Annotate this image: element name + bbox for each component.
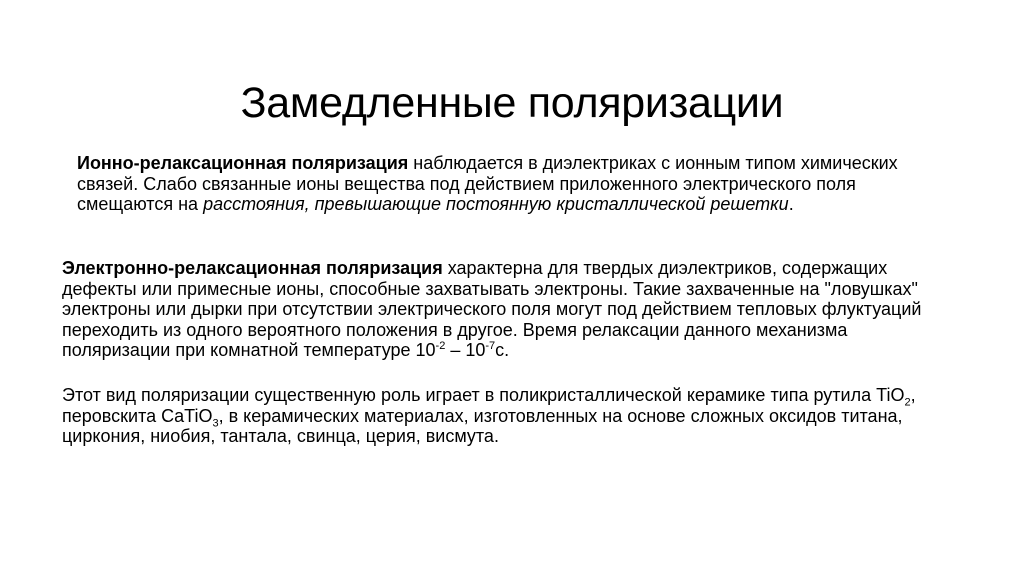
p3-text-a: Этот вид поляризации существенную роль играет в поликристаллической керамике типа рутила TiO	[62, 385, 905, 405]
paragraph-ionic-relaxation	[77, 153, 927, 215]
p1-text-a: наблюдается в диэлектриках с ионным типом химических связей. Слабо связанные ионы вещества под действием приложенного электрического поля смещаются на	[77, 153, 898, 214]
paragraph-ceramics	[62, 385, 942, 447]
p2-exponent-2: -7	[485, 340, 496, 352]
p1-text-b: .	[788, 194, 794, 214]
slide-title: Замедленные поляризации	[240, 78, 784, 127]
p1-italic: расстояния, превышающие постоянную кристаллической решетки	[203, 194, 789, 214]
p2-text-a: характерна для твердых диэлектриков, содержащих дефекты или примесные ионы, способные захватывать электроны. Такие захваченные на "ловушках" электроны или дырки при отсутствии электрического поля могут под действием тепловых флуктуаций переходить из одного вероятного положения в другое. Время релаксации данного механизма поляризации при комнатной температуре 10	[62, 258, 922, 360]
term-electronic-relaxation: Электронно-релаксационная поляризация	[62, 258, 443, 278]
p3-subscript-2: 3	[212, 417, 219, 430]
p2-text-b: с.	[495, 340, 510, 360]
p3-subscript-1: 2	[904, 396, 911, 409]
paragraph-electronic-relaxation	[62, 258, 942, 361]
p2-exponent-1: -2	[435, 340, 446, 352]
p2-mid: – 10	[445, 340, 486, 360]
p3-text-b: , перовскита CaTiO	[62, 385, 916, 426]
p3-text-c: , в керамических материалах, изготовленных на основе сложных оксидов титана, циркония, ниобия, тантала, свинца, церия, висмута.	[62, 405, 903, 446]
term-ionic-relaxation: Ионно-релаксационная поляризация	[77, 153, 409, 173]
